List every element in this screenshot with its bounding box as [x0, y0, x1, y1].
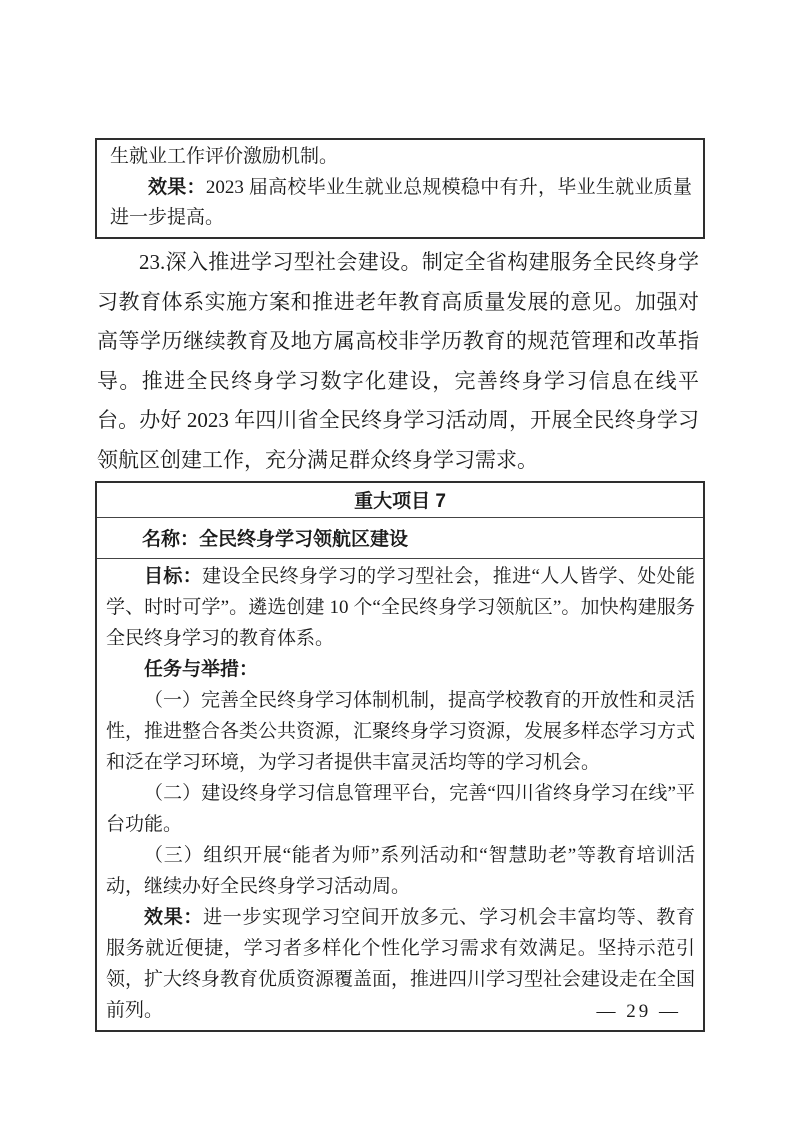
carryover-effect-text: 2023 届高校毕业生就业总规模稳中有升，毕业生就业质量进一步提高。: [110, 176, 692, 228]
project-goal-label: 目标：: [144, 566, 203, 587]
project-tasks-heading: 任务与举措：: [144, 659, 259, 680]
project-effect-label: 效果：: [144, 907, 204, 928]
project-goal-paragraph: [106, 561, 695, 654]
project-goal-text: 建设全民终身学习的学习型社会，推进“人人皆学、处处能学、时时可学”。遴选创建 10 个“全民终身学习领航区”。加快构建服务全民终身学习的教育体系。: [106, 566, 695, 649]
paragraph-23-lead: 23.深入推进学习型社会建设。: [139, 250, 422, 274]
project-table-title: 重大项目 7: [97, 483, 703, 518]
carryover-effect-label: 效果：: [148, 176, 206, 198]
paragraph-23: [97, 243, 699, 480]
project-task-item-3: （三）组织开展“能者为师”系列活动和“智慧助老”等教育培训活动，继续办好全民终身学习活动周。: [106, 845, 695, 897]
carryover-effect-paragraph: [110, 173, 692, 234]
paragraph-23-body: 制定全省构建服务全民终身学习教育体系实施方案和推进老年教育高质量发展的意见。加强对高等学历继续教育及地方属高校非学历教育的规范管理和改革指导。推进全民终身学习数字化建设，完善终身学习信息在线平台。办好 2023 年四川省全民终身学习活动周，开展全民终身学习领航区创建工作，充分满足群众终身学习需求。: [97, 250, 700, 472]
page-number: — 29 —: [596, 1001, 681, 1022]
carryover-line: 生就业工作评价激励机制。: [110, 146, 339, 167]
carryover-project-box: [95, 138, 705, 239]
project-effect-text: 进一步实现学习空间开放多元、学习机会丰富均等、教育服务就近便捷，学习者多样化个性化学习需求有效满足。坚持示范引领，扩大终身教育优质资源覆盖面，推进四川学习型社会建设走在全国前列。: [106, 907, 696, 1021]
project-task-item-1: （一）完善全民终身学习体制机制，提高学校教育的开放性和灵活性，推进整合各类公共资源，汇聚终身学习资源，发展多样态学习方式和泛在学习环境，为学习者提供丰富灵活均等的学习机会。: [106, 690, 696, 773]
project-task-item-2: （二）建设终身学习信息管理平台，完善“四川省终身学习在线”平台功能。: [106, 783, 695, 835]
project-name-row: 名称：全民终身学习领航区建设: [97, 518, 703, 559]
project-body-cell: [97, 559, 703, 1030]
major-project-table: [95, 481, 705, 1032]
